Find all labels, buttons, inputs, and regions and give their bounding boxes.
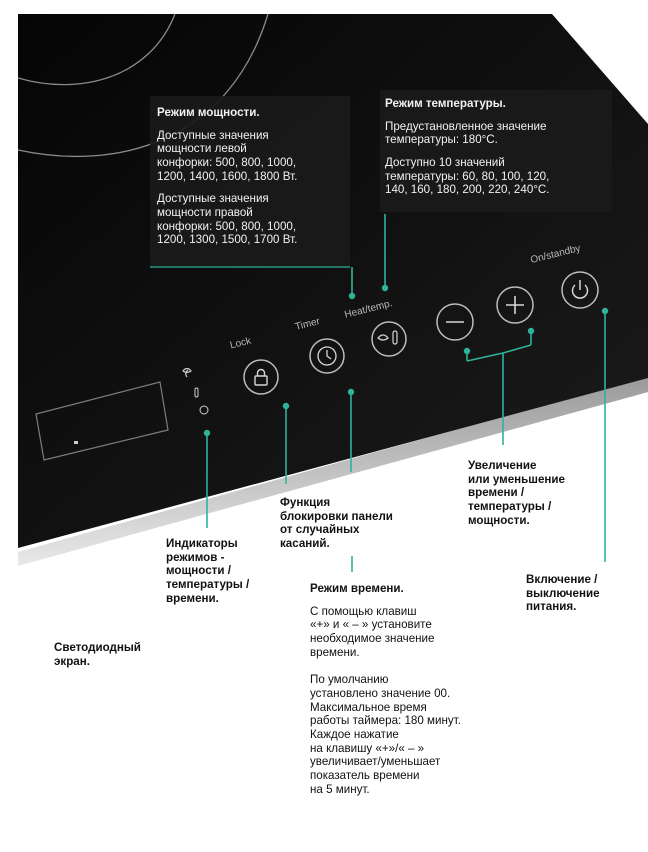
led-screen-callout: Светодиодный экран.: [54, 641, 141, 668]
power-mode-left-burner: Доступные значения мощности левой конфорки: 500, 800, 1000, 1200, 1400, 1600, 1800 Вт.: [157, 128, 298, 183]
timer-mode-title: Режим времени.: [310, 582, 404, 595]
temp-mode-values: Доступно 10 значений температуры: 60, 80, 100, 120, 140, 160, 180, 200, 220, 240°C.: [385, 156, 550, 197]
power-mode-annotation: [157, 106, 357, 247]
power-mode-title: Режим мощности.: [157, 106, 260, 119]
increase-decrease-callout: Увеличение или уменьшение времени / температуры / мощности.: [468, 459, 565, 527]
led-segment: [74, 441, 78, 444]
power-switch-callout: Включение / выключение питания.: [526, 573, 600, 614]
timer-mode-default: По умолчанию установлено значение 00. Максимальное время работы таймера: 180 минут. Каждое нажатие на клавишу «+»/« – » увеличивает/уменьшает показатель времени на 5 минут.: [310, 673, 461, 796]
lock-label: Lock: [228, 335, 253, 352]
timer-label: Timer: [294, 316, 322, 333]
lock-function-callout: Функция блокировки панели от случайных касаний.: [280, 496, 393, 551]
temp-mode-annotation: [385, 97, 615, 197]
temp-mode-title: Режим температуры.: [385, 97, 506, 110]
heat-temp-label: Heat/temp.: [343, 298, 394, 321]
timer-mode-annotation: [310, 582, 540, 796]
indicators-callout: Индикаторы режимов - мощности / температуры / времени.: [166, 537, 250, 605]
onstandby-label: On/standby: [529, 242, 582, 267]
power-mode-right-burner: Доступные значения мощности правой конфорки: 500, 800, 1000, 1200, 1300, 1500, 1700 Вт.: [157, 192, 298, 247]
temp-mode-preset: Предустановленное значение температуры: 180°C.: [385, 119, 547, 147]
timer-mode-keys: С помощью клавиш «+» и « – » установите необходимое значение времени.: [310, 604, 435, 659]
